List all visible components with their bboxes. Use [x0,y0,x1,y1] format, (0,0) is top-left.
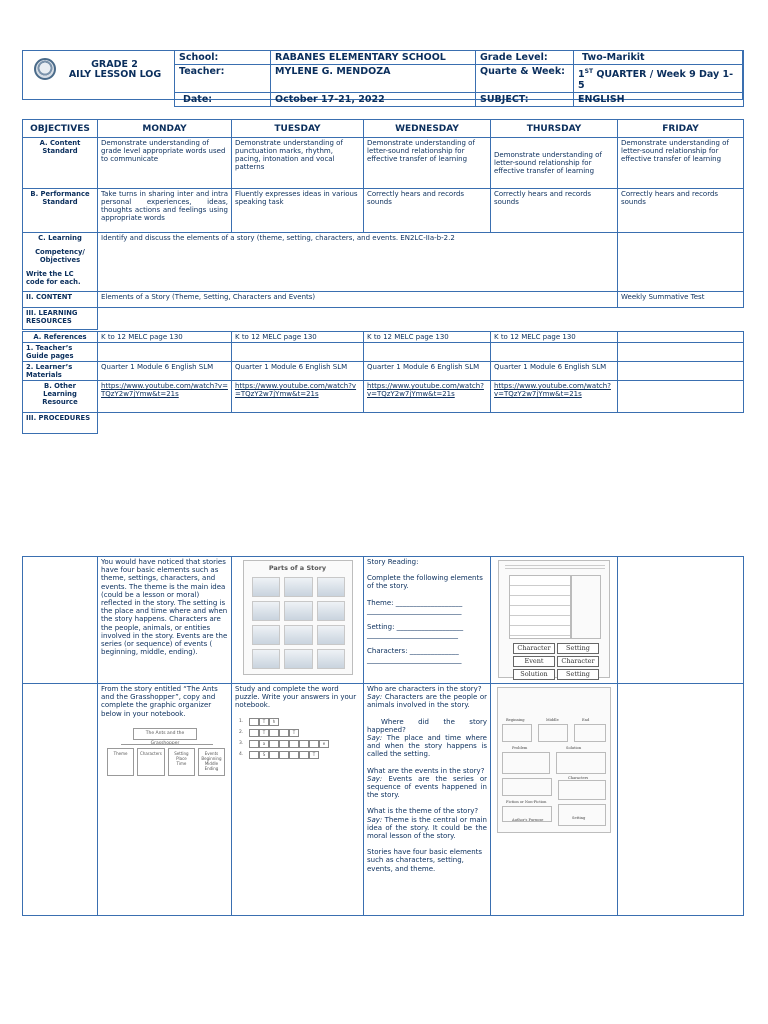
proc-row1-tuesday [232,557,364,684]
answer-characters: Say: Characters are the people or animals involved in the story. [367,693,487,710]
subject-label: SUBJECT: [476,93,574,107]
proc-row1-wednesday [364,557,491,684]
puzzle-cell [289,751,299,759]
story-picture-thumb [284,601,313,621]
sheet-box [502,752,550,774]
teachers-guide-thursday [491,343,618,362]
answer-events: Say: Events are the series or sequence of events happened in the story. [367,774,487,800]
puzzle-number: 3. [239,740,244,746]
resource-link-wednesday[interactable]: https://www.youtube.com/watch?v=TQzY2w7jYmw&t=21s [367,382,484,398]
puzzle-cell [299,740,309,748]
col-header-wednesday: WEDNESDAY [364,120,491,138]
puzzle-cell: h [269,718,279,726]
proc-row2-wednesday [364,684,491,916]
proc-row2-friday [618,684,744,916]
other-resources-monday [98,381,232,413]
sheet-label: Setting [572,816,586,820]
sheet-label: Solution [566,746,582,750]
teachers-guide-monday [98,343,232,362]
col-header-thursday: THURSDAY [491,120,618,138]
sheet-box [556,752,606,774]
answer-setting: Say: The place and time where and when the story happens is called the setting. [367,734,487,759]
story-reading-instruction: Complete the following elements of the story. [367,574,483,591]
organizer-boxes [107,748,225,776]
sheet-label: Beginning [506,718,525,722]
references-thursday: K to 12 MELC page 130 [491,332,618,343]
puzzle-number: 1. [239,718,244,724]
other-resources-friday [618,381,744,413]
organizer-title: The Ants and the [133,728,197,740]
puzzle-number: 4. [239,751,244,757]
learners-materials-monday: Quarter 1 Module 6 English SLM [98,362,232,381]
puzzle-cell: a [259,740,269,748]
grade-level-value: Two-Marikit [574,51,744,65]
story-element-card: Setting [557,643,599,654]
performance-standard-wednesday: Correctly hears and records sounds [364,189,491,233]
references-monday: K to 12 MELC page 130 [98,332,232,343]
proc-row2-tuesday [232,684,364,916]
date-label: Date: [175,93,271,107]
puzzle-cell [269,740,279,748]
story-element-card: Event [513,656,555,667]
puzzle-cell [249,718,259,726]
header-grade: GRADE 2 [91,59,138,70]
other-resources-tuesday [232,381,364,413]
puzzle-instruction: Study and complete the word puzzle. Write your answers in your notebook. [235,685,357,710]
story-picture-thumb [284,649,313,669]
puzzle-cell: T [259,729,269,737]
procedures-blank [98,413,744,434]
word-puzzle [235,718,360,766]
row-label-learners-materials: 2. Learner’s Materials [23,362,98,381]
date-value: October 17-21, 2022 [271,93,476,107]
picture-grid [252,577,346,669]
puzzle-cell [279,751,289,759]
row-label-other-resources: B. Other Learning Resource [23,381,98,413]
col-header-monday: MONDAY [98,120,232,138]
sheet-label: Author's Purpose [512,818,544,822]
content-standard-thursday: Demonstrate understanding of letter-sound relationship for effective transfer of learning [491,138,618,189]
content-standard-tuesday: Demonstrate understanding of punctuation marks, rhythm, pacing, intonation and vocal patterns [232,138,364,189]
teachers-guide-tuesday [232,343,364,362]
objectives-table [22,119,744,330]
references-wednesday: K to 12 MELC page 130 [364,332,491,343]
row-label-content: II. CONTENT [23,292,98,308]
lc-label-1: C. Learning [38,234,82,242]
header-log-title: AILY LESSON LOG [68,69,162,80]
answer-theme: Say: Theme is the central or main idea of the story. It could be the moral lesson of the story. [367,815,487,841]
puzzle-cell [249,740,259,748]
proc-row2-monday [98,684,232,916]
sheet-box [558,780,606,800]
puzzle-cell: T [259,718,269,726]
puzzle-cell: T [289,729,299,737]
performance-standard-monday: Take turns in sharing inter and intra personal experiences, ideas, thoughts actions and feelings using appropriate words [98,189,232,233]
other-resources-wednesday [364,381,491,413]
organizer-connector [121,740,122,746]
school-value: RABANES ELEMENTARY SCHOOL [271,51,476,65]
quarter-value: 1ST QUARTER / Week 9 Day 1-5 [574,65,744,93]
sheet-box [502,806,552,822]
organizer-line [121,744,213,745]
story-map-worksheet [498,560,610,678]
resources-table [22,331,744,434]
content-standard-friday: Demonstrate understanding of letter-sound relationship for effective transfer of learning [618,138,744,189]
story-picture-thumb [317,649,346,669]
story-elements-sheet [497,687,611,833]
subject-value: ENGLISH [574,93,744,107]
learning-competency-friday [618,233,744,292]
puzzle-cell [299,751,309,759]
wednesday-summary: Stories have four basic elements such as characters, setting, events, and theme. [367,848,483,873]
teachers-guide-wednesday [364,343,491,362]
organizer-box: Theme [107,748,134,776]
col-header-tuesday: TUESDAY [232,120,364,138]
puzzle-cell: e [319,740,329,748]
learners-materials-wednesday: Quarter 1 Module 6 English SLM [364,362,491,381]
question-characters: Who are characters in the story? [367,685,482,693]
col-header-friday: FRIDAY [618,120,744,138]
row-label-content-standard: A. Content Standard [23,138,98,189]
row-label-learning-competency [23,233,98,292]
teachers-guide-friday [618,343,744,362]
references-friday [618,332,744,343]
performance-standard-friday: Correctly hears and records sounds [618,189,744,233]
puzzle-number: 2. [239,729,244,735]
proc-row2-label [23,684,98,916]
sheet-box [502,724,532,742]
sheet-label: Middle [546,718,559,722]
col-header-objectives: OBJECTIVES [23,120,98,138]
worksheet-header-lines [505,565,605,569]
sheet-label: Problem [512,746,528,750]
organizer-box: Events Beginning Middle Ending [198,748,225,776]
row-label-procedures: III. PROCEDURES [23,413,98,434]
story-element-card: Character [557,656,599,667]
proc-row2-thursday [491,684,618,916]
story-reading-title: Story Reading: [367,558,419,566]
parts-of-story-title: Parts of a Story [268,564,327,572]
question-theme: What is the theme of the story? [367,807,479,816]
graphic-organizer [101,728,228,798]
sheet-contents [498,688,612,834]
resource-link-thursday[interactable]: https://www.youtube.com/watch?v=TQzY2w7jYmw&t=21s [494,382,611,398]
proc-row1-thursday [491,557,618,684]
parts-of-story-image [243,560,353,675]
learners-materials-thursday: Quarter 1 Module 6 English SLM [491,362,618,381]
puzzle-cell: S [259,751,269,759]
content-value: Elements of a Story (Theme, Setting, Characters and Events) [98,292,618,308]
school-label: School: [175,51,271,65]
row-label-teachers-guide: 1. Teacher’s Guide pages [23,343,98,362]
row-label-performance-standard: B. Performance Standard [23,189,98,233]
story-picture-thumb [317,577,346,597]
story-picture-thumb [252,649,281,669]
story-picture-thumb [317,601,346,621]
content-standard-monday: Demonstrate understanding of grade level appropriate words used to communicate [98,138,232,189]
story-picture-thumb [317,625,346,645]
teacher-label: Teacher: [175,65,271,93]
learning-resources-blank [98,308,744,330]
puzzle-cell [309,740,319,748]
story-picture-thumb [252,601,281,621]
puzzle-cell [289,740,299,748]
proc-row1-friday [618,557,744,684]
characters-blank: Characters: ______________ ___________________________ [367,647,462,664]
learners-materials-friday [618,362,744,381]
story-element-cards [513,643,599,680]
puzzle-cell [279,740,289,748]
grade-level-label: Grade Level: [476,51,574,65]
sheet-box [574,724,606,742]
deped-logo [34,58,56,80]
resource-link-tuesday[interactable]: https://www.youtube.com/watch?v=TQzY2w7jYmw&t=21s [235,382,357,398]
procedures-table [22,556,744,916]
story-picture-thumb [284,577,313,597]
quarter-label: Quarte & Week: [476,65,574,93]
story-element-card: Setting [557,669,599,680]
puzzle-cell [249,751,259,759]
sheet-box [502,778,552,796]
sheet-label: Fiction or Non-Fiction [506,800,547,804]
story-picture-thumb [284,625,313,645]
sheet-box [538,724,568,742]
organizer-instruction: From the story entitled “The Ants and the Grasshopper”, copy and complete the graphic organizer below in your notebook. [101,685,218,718]
teacher-value: MYLENE G. MENDOZA [271,65,476,93]
references-tuesday: K to 12 MELC page 130 [232,332,364,343]
question-setting: Where did the story happened? [367,717,487,734]
puzzle-cell [269,729,279,737]
sheet-label: End [582,718,590,722]
worksheet-column [571,575,601,639]
row-label-references: A. References [23,332,98,343]
puzzle-cell [249,729,259,737]
other-resources-thursday [491,381,618,413]
sheet-box [558,804,606,826]
resource-link-monday[interactable]: https://www.youtube.com/watch?v=TQzY2w7jYmw&t=21s [101,382,228,398]
story-picture-thumb [252,625,281,645]
header-table [174,50,744,107]
worksheet-table [509,575,571,639]
learners-materials-tuesday: Quarter 1 Module 6 English SLM [232,362,364,381]
story-picture-thumb [252,577,281,597]
lc-label-2: Competency/ Objectives [35,248,85,264]
proc-row1-monday: You would have noticed that stories have four basic elements such as theme, settings, characters, and events. The theme is the main idea (could be a lesson or moral) reflected in the story. The setting is the place and time where and when the story happens. Characters are the people, animals, or entities involved in the story. Events are the series (or sequence) of events ( beginning, middle, ending). [98,557,232,684]
content-friday: Weekly Summative Test [618,292,744,308]
story-element-card: Solution [513,669,555,680]
row-label-learning-resources: III. LEARNING RESOURCES [23,308,98,330]
puzzle-cell: T [309,751,319,759]
organizer-box: Characters [137,748,165,776]
theme-blank: Theme: ___________________ ___________________________ [367,598,463,615]
story-element-card: Character [513,643,555,654]
proc-row1-label [23,557,98,684]
puzzle-cell [269,751,279,759]
sheet-label: Characters [568,776,589,780]
setting-blank: Setting: ___________________ __________________________ [367,623,464,640]
organizer-box: Setting Place Time [168,748,195,776]
content-standard-wednesday: Demonstrate understanding of letter-sound relationship for effective transfer of learning [364,138,491,189]
puzzle-cell [279,729,289,737]
performance-standard-thursday: Correctly hears and records sounds [491,189,618,233]
question-events: What are the events in the story? [367,766,485,775]
learning-competency-value: Identify and discuss the elements of a story (theme, setting, characters, and events. EN2LC-IIa-b-2.2 [98,233,618,292]
lc-label-3: Write the LC code for each. [26,270,81,286]
performance-standard-tuesday: Fluently expresses ideas in various speaking task [232,189,364,233]
